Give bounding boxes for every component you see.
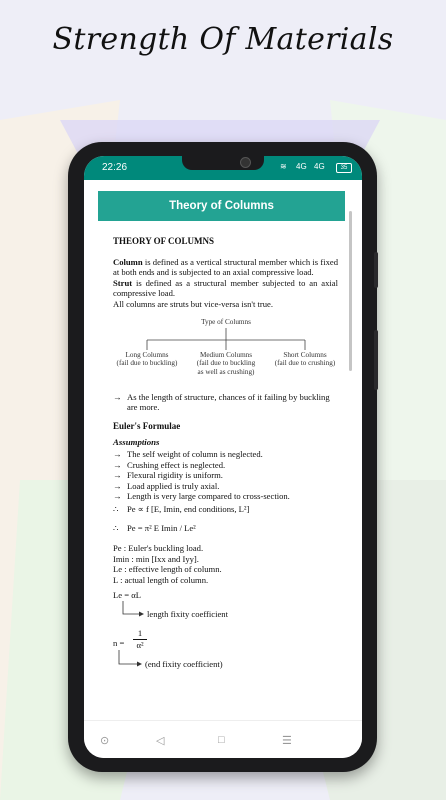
assumption-item: → The self weight of column is neglected. xyxy=(113,448,263,459)
signal-icon-2: 4G xyxy=(314,162,325,171)
status-bar xyxy=(84,156,362,180)
document-page xyxy=(113,236,338,674)
l-definition: L : actual length of column. xyxy=(113,574,209,585)
strut-definition: Strut is defined as a structural member subjected to an axial compressive load. xyxy=(113,277,338,299)
promo-title: Strength Of Materials xyxy=(52,22,394,57)
medium-columns-label: Medium Columns (fail due to buckling as well as crushing) xyxy=(196,350,256,376)
imin-definition: Imin : min [Ixx and Iyy]. xyxy=(113,553,199,564)
long-columns-label: Long Columns (fail due to buckling) xyxy=(116,350,178,368)
nav-bar xyxy=(84,720,362,758)
le-equation: Le = αL xyxy=(113,590,141,601)
section-title: THEORY OF COLUMNS xyxy=(113,236,215,246)
length-fixity-label: length fixity coefficient xyxy=(147,609,228,620)
n-denominator: α² xyxy=(136,640,144,651)
power-button xyxy=(374,330,378,390)
end-fixity-block xyxy=(113,628,338,674)
phone-screen xyxy=(84,156,362,758)
assumption-item: → Length is very large compared to cross-section. xyxy=(113,491,290,502)
assumption-item: → Crushing effect is neglected. xyxy=(113,459,226,470)
proportional-formula: ∴ Pe ∝ f [E, Imin, end conditions, L²] xyxy=(113,503,250,514)
column-types-diagram xyxy=(113,318,338,384)
back-icon[interactable]: ◁ xyxy=(156,735,165,747)
assumption-item: → Flexural rigidity is uniform. xyxy=(113,470,223,481)
n-equation: n = xyxy=(113,638,125,649)
recents-icon[interactable]: ⊙ xyxy=(100,735,110,747)
document-view[interactable] xyxy=(84,180,362,720)
scrollbar[interactable] xyxy=(349,211,352,371)
page-title: Theory of Columns xyxy=(98,191,345,221)
column-definition: Column is defined as a vertical structural member which is fixed at both ends and is subjected to an axial compressive load. xyxy=(113,256,338,278)
euler-heading: Euler's Formulae xyxy=(113,420,181,431)
length-note: → As the length of structure, chances of it failing by buckling are more. xyxy=(113,391,330,413)
diagram-root: Type of Columns xyxy=(201,317,251,326)
short-columns-label: Short Columns (fail due to crushing) xyxy=(274,350,336,368)
status-time: 22:26 xyxy=(102,162,128,173)
n-numerator: 1 xyxy=(133,628,147,640)
signal-icon: 4G xyxy=(296,162,307,171)
le-definition: Le : effective length of column. xyxy=(113,564,222,575)
assumption-item: → Load applied is truly axial. xyxy=(113,480,220,491)
end-fixity-label: (end fixity coefficient) xyxy=(145,659,223,670)
battery-icon: 35 xyxy=(336,163,352,173)
home-icon[interactable]: □ xyxy=(218,734,225,746)
pe-definition: Pe : Euler's buckling load. xyxy=(113,543,204,554)
assumptions-heading: Assumptions xyxy=(113,437,160,448)
volume-button xyxy=(374,252,378,288)
all-columns-note: All columns are struts but vice-versa isn't true. xyxy=(113,298,274,309)
euler-formula: ∴ Pe = π² E Imin / Le² xyxy=(113,522,196,533)
camera-icon xyxy=(240,157,251,168)
menu-icon[interactable]: ☰ xyxy=(282,735,292,747)
wifi-icon: ≋ xyxy=(280,162,287,171)
notch xyxy=(182,156,264,170)
length-fixity-block xyxy=(113,590,338,624)
